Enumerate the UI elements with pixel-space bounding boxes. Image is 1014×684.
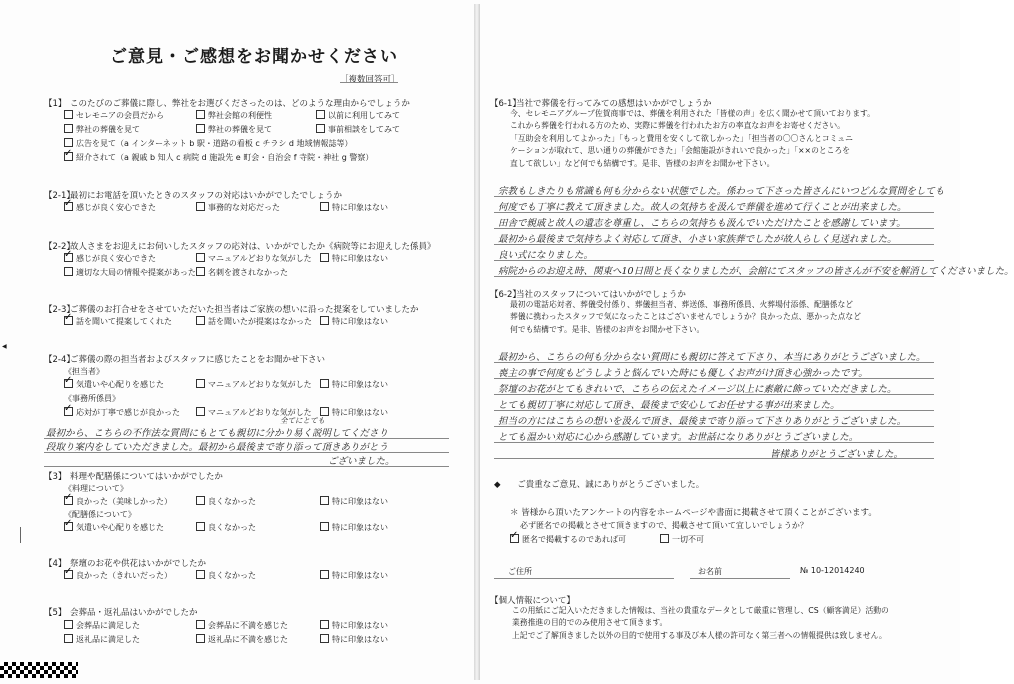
q3-group-2: 《配膳係について》	[64, 510, 136, 519]
q3-g2-option-3[interactable]: 特に印象はない	[320, 522, 388, 533]
q6-2-handwritten-line-2: 喪主の事で何度もどうしようと悩んでいた時にも優しくお声がけ頂き心強かったです。	[498, 368, 868, 379]
checkbox-icon	[320, 379, 329, 388]
checkbox-icon	[196, 253, 205, 262]
q2-4-group-2: 《事務所係員》	[64, 394, 120, 403]
q5-option-4[interactable]: 返礼品に満足した	[64, 634, 140, 645]
publication-question: ＊ 皆様から頂いたアンケートの内容をホームページや書面に掲載させて頂くことがございます。	[510, 508, 877, 518]
q3-g1-option-3[interactable]: 特に印象はない	[320, 496, 388, 507]
checkbox-icon	[316, 110, 325, 119]
question-6-2: 【6-2】当社のスタッフについてはいかがでしょうか	[490, 290, 686, 300]
q2-4-g1-option-3[interactable]: 特に印象はない	[320, 379, 388, 390]
checkbox-icon	[196, 496, 205, 505]
handwritten-insertion: 全てにとても	[280, 416, 325, 425]
q1-option-6[interactable]: 事前相談をしてみて	[316, 124, 400, 135]
edge-mark-icon: ◀	[2, 343, 7, 350]
q2-3-option-3[interactable]: 特に印象はない	[320, 316, 388, 327]
checkbox-icon	[196, 620, 205, 629]
question-1: 【1】 このたびのご葬儀に際し、弊社をお選びくださったのは、どのような理由からでしょうか	[44, 99, 410, 109]
q3-g2-option-1[interactable]: ✓気遣いや心配りを感じた	[64, 522, 164, 533]
q2-4-g2-option-1[interactable]: ✓応対が丁寧で感じが良かった	[64, 407, 180, 418]
q6-2-handwritten-line-4: とても親切丁寧に対応して頂き、最後まで安心してお任せする事が出来ました。	[498, 400, 840, 411]
checkbox-icon	[196, 267, 205, 276]
handwritten-comment-line-1: 最初から、こちらの不作法な質問にもとても親切に分かり易く説明してくださり	[46, 428, 389, 439]
q6-1-description: 今、セレモニアグループ佐賀商事では、葬儀を利用された「皆様の声」を広く聞かせて頂いております。 これから葬儀を行われる方のため、実際に葬儀を行われたお方の率直なお声をお寄せください。 「互助会を利用してよかった」「もっと費用を安くして欲しかった」「担当者の〇〇さんとコミュニ ケーションが取れて、思い通りの葬儀ができた」「会館施設がきれいで良かった」「××のところを 直して欲しい」など何でも結構です。是非、皆様のお声をお聞かせ下さい。	[510, 109, 875, 168]
checkbox-icon	[320, 634, 329, 643]
q2-2-option-5[interactable]: 名刺を渡されなかった	[196, 267, 288, 278]
copy-permission-label: ［複数回答可］	[340, 75, 400, 85]
checkbox-icon	[196, 316, 205, 325]
checkbox-checked-icon	[64, 202, 73, 211]
checkbox-icon	[320, 570, 329, 579]
q1-option-5[interactable]: 弊社の葬儀を見て	[196, 124, 272, 135]
checkbox-icon	[196, 522, 205, 531]
q2-2-option-4[interactable]: 適切な大局の情報や提案があった	[64, 267, 196, 278]
q3-g1-option-2[interactable]: 良くなかった	[196, 496, 256, 507]
publication-option-anonymous[interactable]: ✓匿名で掲載するのであれば可	[510, 534, 626, 545]
q6-2-description: 最初の電話応対者、葬儀受付係り、葬儀担当者、葬送係、事務所係員、火葬場付添係、配膳係など 葬儀に携わったスタッフで気になったことはございませんでしょうか？良かった点、悪かった点など 何でも結構です。是非、皆様のお声をお聞かせ下さい。	[510, 300, 862, 334]
checkbox-icon	[320, 253, 329, 262]
q6-2-handwritten-line-1: 最初から、こちらの何も分からない質問にも親切に答えて下さり、本当にありがとうございました。	[498, 352, 926, 363]
q6-1-handwritten-line-4: 最初から最後まで気持ちよく対応して頂き、小さい家族葬でしたが故人らしく見送れました。	[498, 234, 897, 245]
checkbox-checked-icon	[510, 534, 519, 543]
q1-option-8[interactable]: ✓紹介されて（a 親戚 b 知人 c 病院 d 施設先 e 町会・自治会 f 寺院・神社 g 警察）	[64, 152, 373, 163]
checker-pattern	[0, 662, 78, 678]
q6-1-handwritten-line-3: 田舎で親戚と故人の遺志を尊重し、こちらの気持ちも汲んでいただけたことを感謝しています。	[498, 218, 906, 229]
checkbox-icon	[196, 379, 205, 388]
q2-4-group-1: 《担当者》	[64, 367, 104, 376]
checkbox-checked-icon	[64, 570, 73, 579]
q1-option-2[interactable]: 弊社会館の利便性	[196, 110, 272, 121]
checkbox-icon	[316, 124, 325, 133]
question-4: 【4】 祭壇のお花や供花はいかがでしたか	[44, 559, 207, 569]
checkbox-icon	[320, 496, 329, 505]
checkbox-checked-icon	[64, 152, 73, 161]
q1-option-4[interactable]: 弊社の葬儀を見て	[64, 124, 140, 135]
q6-2-handwritten-line-3: 祭壇のお花がとてもきれいで、こちらの伝えたイメージ以上に素敵に飾っていただきました。	[498, 384, 897, 395]
q6-1-handwritten-line-6: 病院からのお迎え時、関東へ10日間と長くなりましたが、会館にてスタッフの皆さんが不安を解消してくださいました。	[498, 266, 1014, 277]
q2-2-option-2[interactable]: マニュアルどおりな気がした	[196, 253, 312, 264]
checkbox-checked-icon	[64, 253, 73, 262]
q2-4-g1-option-1[interactable]: ✓気遣いや心配りを感じた	[64, 379, 164, 390]
checkbox-checked-icon	[64, 379, 73, 388]
q5-option-6[interactable]: 特に印象はない	[320, 634, 388, 645]
publication-option-refuse[interactable]: 一切不可	[660, 534, 704, 545]
q3-g2-option-2[interactable]: 良くなかった	[196, 522, 256, 533]
q3-group-1: 《料理について》	[64, 484, 128, 493]
q2-3-option-2[interactable]: 話を聞いたが提案はなかった	[196, 316, 312, 327]
q2-4-g2-option-3[interactable]: 特に印象はない	[320, 407, 388, 418]
thank-you-note: ◆ ご貴重なご意見、誠にありがとうございました。	[494, 480, 705, 490]
question-3: 【3】 料理や配膳係についてはいかがでしたか	[44, 472, 223, 482]
checkbox-icon	[64, 620, 73, 629]
address-label: ご住所	[508, 567, 532, 576]
diamond-icon: ◆	[494, 480, 501, 490]
q1-option-1[interactable]: セレモニアの会員だから	[64, 110, 164, 121]
q5-option-5[interactable]: 返礼品に不満を感じた	[196, 634, 288, 645]
checkbox-icon	[196, 407, 205, 416]
checkbox-icon	[660, 534, 669, 543]
checkbox-icon	[64, 267, 73, 276]
q4-option-1[interactable]: ✓良かった（きれいだった）	[64, 570, 172, 581]
edge-stamp	[20, 527, 27, 543]
q2-1-option-1[interactable]: ✓感じが良く安心できた	[64, 202, 156, 213]
checkbox-icon	[64, 634, 73, 643]
handwritten-comment-line-2: 段取り案内をしていただきました。最初から最後まで寄り添って頂きありがとう	[46, 442, 389, 453]
q2-4-g2-option-2[interactable]: マニュアルどおりな気がした	[196, 407, 312, 418]
q3-g1-option-1[interactable]: ✓良かった（美味しかった）	[64, 496, 172, 507]
q6-2-handwritten-line-7: 皆様ありがとうございました。	[770, 449, 904, 460]
question-2-4: 【2-4】ご葬儀の際の担当者およびスタッフに感じたことをお聞かせ下さい	[44, 355, 326, 365]
q5-option-3[interactable]: 特に印象はない	[320, 620, 388, 631]
page-title: ご意見・ご感想をお聞かせください	[110, 47, 398, 67]
q5-option-2[interactable]: 会葬品に不満を感じた	[196, 620, 288, 631]
checkbox-icon	[196, 570, 205, 579]
q1-option-3[interactable]: 以前に利用してみて	[316, 110, 400, 121]
question-2-3: 【2-3】ご葬儀のお打合せをさせていただいた担当者はご家族の想いに沿った提案をしていましたか	[44, 305, 419, 315]
name-label: お名前	[698, 567, 722, 576]
q1-option-7[interactable]: 広告を見て（a インターネット b 駅・道路の看板 c チラシ d 地域情報誌等）	[64, 138, 353, 149]
q4-option-3[interactable]: 特に印象はない	[320, 570, 388, 581]
checkbox-icon	[196, 110, 205, 119]
checkbox-icon	[196, 634, 205, 643]
question-6-1: 【6-1】当社で葬儀を行ってみての感想はいかがでしょうか	[490, 99, 712, 109]
q6-2-handwritten-line-5: 担当の方にはこちらの想いを汲んで頂き、最後まで寄り添って下さりありがとうございました。	[498, 416, 907, 427]
q6-2-handwritten-line-6: とても温かい対応に心から感謝しています。お世話になりありがとうございました。	[498, 432, 859, 443]
checkbox-icon	[196, 124, 205, 133]
checkbox-icon	[320, 202, 329, 211]
checkbox-checked-icon	[64, 407, 73, 416]
q2-2-option-3[interactable]: 特に印象はない	[320, 253, 388, 264]
bullet-icon: ＊	[510, 508, 519, 518]
checkbox-checked-icon	[64, 316, 73, 325]
q6-1-handwritten-line-5: 良い式になりました。	[498, 250, 594, 261]
q2-3-option-1[interactable]: ✓話を聞いて提案してくれた	[64, 316, 172, 327]
checkbox-icon	[320, 620, 329, 629]
q4-option-2[interactable]: 良くなかった	[196, 570, 256, 581]
checkbox-checked-icon	[64, 496, 73, 505]
q6-1-handwritten-line-1: 宗教もしきたりも常識も何も分からない状態でした。係わって下さった皆さんにいつどんな質問をしても	[498, 186, 945, 197]
privacy-text: この用紙にご記入いただきました情報は、当社の貴重なデータとして厳重に管理し、CS（顧客満足）活動の 業務推進の目的でのみ使用させて頂きます。 上記でご了解頂きました以外の目的で使用する事及び本人様の許可なく第三者への情報提供は致しません。	[512, 606, 889, 640]
page-fold	[474, 4, 480, 680]
publication-note: 必ず匿名での掲載とさせて頂きますので、掲載させて頂いて宜しいでしょうか？	[520, 521, 808, 530]
question-5: 【5】 会葬品・返礼品はいかがでしたか	[44, 608, 198, 618]
checkbox-icon	[196, 202, 205, 211]
q2-2-option-1[interactable]: ✓感じが良く安心できた	[64, 253, 156, 264]
form-number: № 10-12014240	[800, 566, 865, 575]
q6-1-handwritten-line-2: 何度でも丁寧に教えて頂きました。故人の気持ちを汲んで葬儀を進めて行くことが出来ました。	[498, 202, 907, 213]
q2-1-option-3[interactable]: 特に印象はない	[320, 202, 388, 213]
q2-4-g1-option-2[interactable]: マニュアルどおりな気がした	[196, 379, 312, 390]
q2-1-option-2[interactable]: 事務的な対応だった	[196, 202, 280, 213]
q5-option-1[interactable]: 会葬品に満足した	[64, 620, 140, 631]
checkbox-checked-icon	[64, 522, 73, 531]
checkbox-icon	[64, 110, 73, 119]
checkbox-icon	[64, 138, 73, 147]
privacy-heading: 【個人情報について】	[490, 596, 575, 606]
question-2-2: 【2-2】故人さまをお迎えにお伺いしたスタッフの応対は、いかがでしたか《病院等にお迎えした係員》	[44, 242, 436, 252]
checkbox-icon	[320, 316, 329, 325]
handwritten-comment-line-3: ございました。	[328, 456, 395, 467]
question-2-1: 【2-1】最初にお電話を頂いたときのスタッフの対応はいかがでしたでしょうか	[44, 191, 343, 201]
checkbox-icon	[320, 522, 329, 531]
checkbox-icon	[64, 124, 73, 133]
